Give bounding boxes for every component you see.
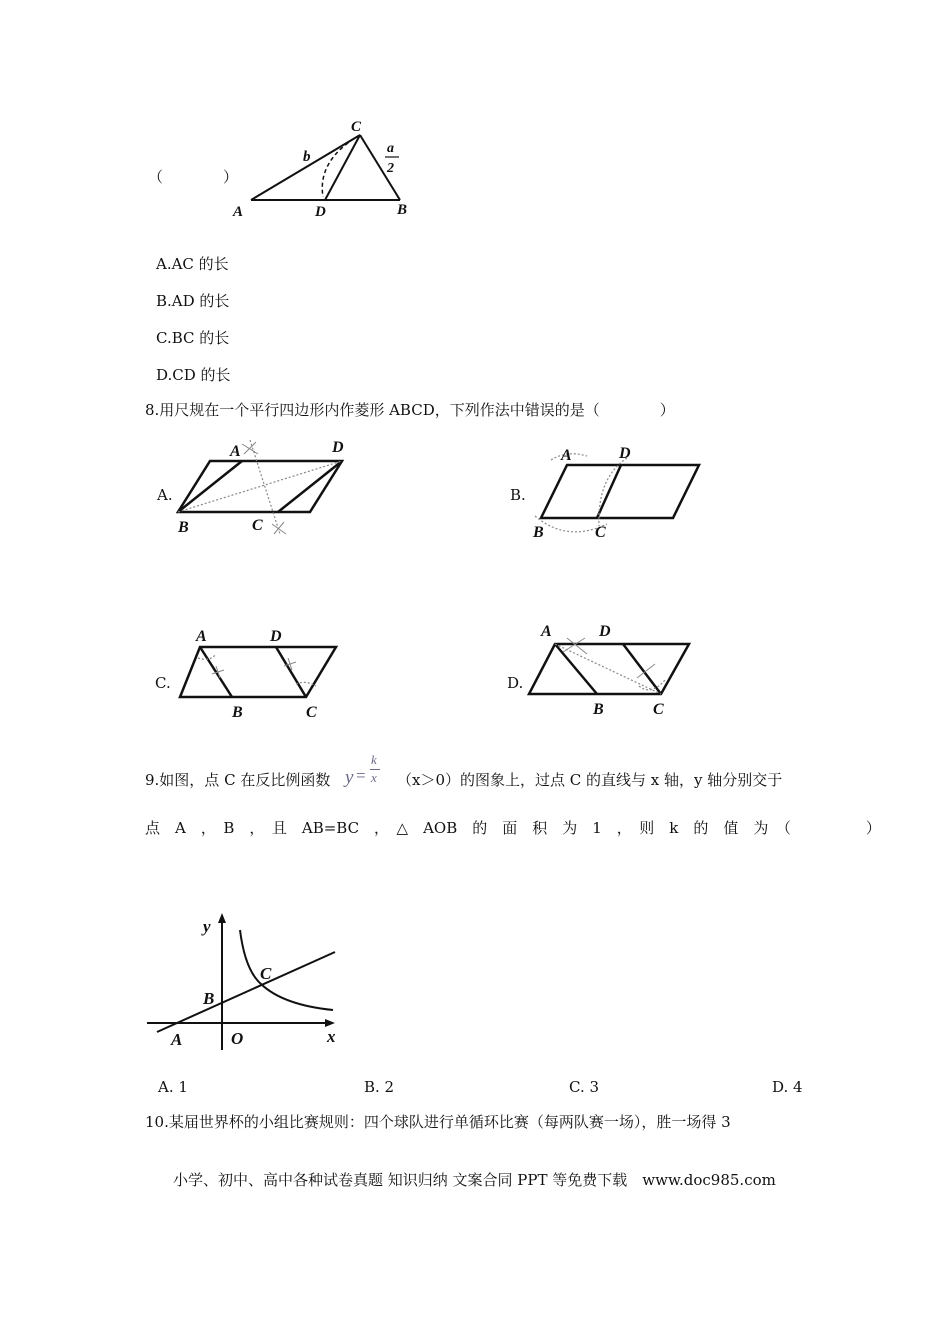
q9-option-d: D. 4 xyxy=(772,1078,803,1096)
q7-triangle-figure xyxy=(225,115,425,225)
q9-stem-part2: （x＞0）的图象上，过点 C 的直线与 x 轴，y 轴分别交于 xyxy=(397,771,783,789)
q8a-diagonal-bd xyxy=(178,461,342,512)
q7-label-c: C xyxy=(351,119,362,135)
q8a-label-c: C xyxy=(252,517,263,534)
q9-label-c: C xyxy=(260,964,272,983)
q7-label-b: B xyxy=(397,202,408,218)
q8d-arc-1 xyxy=(563,638,587,654)
q9-label-b: B xyxy=(203,989,215,1008)
q8a-label-a: A xyxy=(230,443,241,460)
q9-label-o: O xyxy=(231,1029,244,1048)
q8c-label-b: B xyxy=(232,704,243,721)
q9-label-a: A xyxy=(171,1030,183,1049)
q8b-parallelogram xyxy=(541,465,699,518)
q8-figure-b xyxy=(527,438,717,543)
q9-y-arrow xyxy=(218,913,226,923)
q8-option-b-label: B. xyxy=(510,486,526,504)
q8d-diagonal-ac xyxy=(555,644,661,694)
q8b-label-a: A xyxy=(561,447,572,464)
q8-option-d-label: D. xyxy=(507,674,524,692)
q8-option-a-label: A. xyxy=(157,486,173,504)
q8d-parallelogram xyxy=(529,644,689,694)
q9-func-k: k xyxy=(371,752,377,767)
q8a-segment-ab xyxy=(178,461,242,512)
q8b-label-b: B xyxy=(533,524,544,541)
q9-stem-part1: 9.如图，点 C 在反比例函数 xyxy=(145,771,331,789)
page-footer: 小学、初中、高中各种试卷真题 知识归纳 文案合同 PPT 等免费下载 www.doc985.com xyxy=(173,1171,776,1189)
q8a-label-d: D xyxy=(332,439,344,456)
q7-option-d: D.CD 的长 xyxy=(156,366,231,384)
q8a-label-b: B xyxy=(178,519,189,536)
q7-line-cb xyxy=(360,135,400,200)
q9-stem-line2: 点 A ， B ， 且 AB=BC ， △ AOB 的 面 积 为 1 ， 则 k 的 值 为 （ ） xyxy=(145,819,881,837)
q8d-label-c: C xyxy=(653,701,664,718)
q7-option-b: B.AD 的长 xyxy=(156,292,230,310)
q8d-label-b: B xyxy=(593,701,604,718)
q8d-segment-dc xyxy=(623,644,661,694)
q7-label-side-b: b xyxy=(303,149,311,165)
q8c-label-c: C xyxy=(306,704,317,721)
q9-func-x: x xyxy=(371,770,377,785)
q8b-arc-small xyxy=(599,458,627,526)
q8-figure-d xyxy=(527,620,717,720)
q9-func-y: y xyxy=(345,767,354,788)
q9-hyperbola xyxy=(240,930,333,1010)
q7-option-a: A.AC 的长 xyxy=(156,255,229,273)
q8c-segment-dc xyxy=(276,647,306,697)
q8c-label-a: A xyxy=(196,628,207,645)
q7-label-a: A xyxy=(233,204,244,220)
q9-x-arrow xyxy=(325,1019,335,1027)
q8d-label-a: A xyxy=(541,623,552,640)
q8b-label-d: D xyxy=(619,445,631,462)
q8c-segment-ab xyxy=(200,647,232,697)
q10-stem: 10.某届世界杯的小组比赛规则：四个球队进行单循环比赛（每两队赛一场），胜一场得 3 xyxy=(145,1113,731,1131)
q8a-segment-dc xyxy=(278,461,342,512)
q8d-segment-ab xyxy=(555,644,597,694)
q9-graph-figure xyxy=(143,910,353,1055)
q8b-segment-dc xyxy=(597,465,621,518)
q7-frac-num: a xyxy=(387,141,394,156)
q7-frac-den: 2 xyxy=(387,161,394,176)
q7-answer-paren: （ ） xyxy=(148,168,239,186)
q9-option-b: B. 2 xyxy=(364,1078,395,1096)
q9-option-c: C. 3 xyxy=(569,1078,600,1096)
q9-func-eq: = xyxy=(356,766,366,785)
q8-stem: 8.用尺规在一个平行四边形内作菱形 ABCD，下列作法中错误的是（ ） xyxy=(145,401,675,419)
q8-figure-a xyxy=(172,432,372,537)
q8-option-c-label: C. xyxy=(155,674,171,692)
q8b-label-c: C xyxy=(595,524,606,541)
q9-line-ac xyxy=(157,952,335,1032)
q7-option-c: C.BC 的长 xyxy=(156,329,230,347)
q9-function-formula xyxy=(345,752,383,788)
q9-option-a: A. 1 xyxy=(158,1078,188,1096)
q9-label-y: y xyxy=(203,917,211,936)
q8a-arc-top xyxy=(242,442,258,454)
q9-label-x: x xyxy=(327,1027,336,1046)
q7-label-d: D xyxy=(315,204,326,220)
q8d-label-d: D xyxy=(599,623,611,640)
q7-line-ac xyxy=(251,135,360,200)
q8-figure-c xyxy=(176,622,356,727)
q8c-label-d: D xyxy=(270,628,282,645)
